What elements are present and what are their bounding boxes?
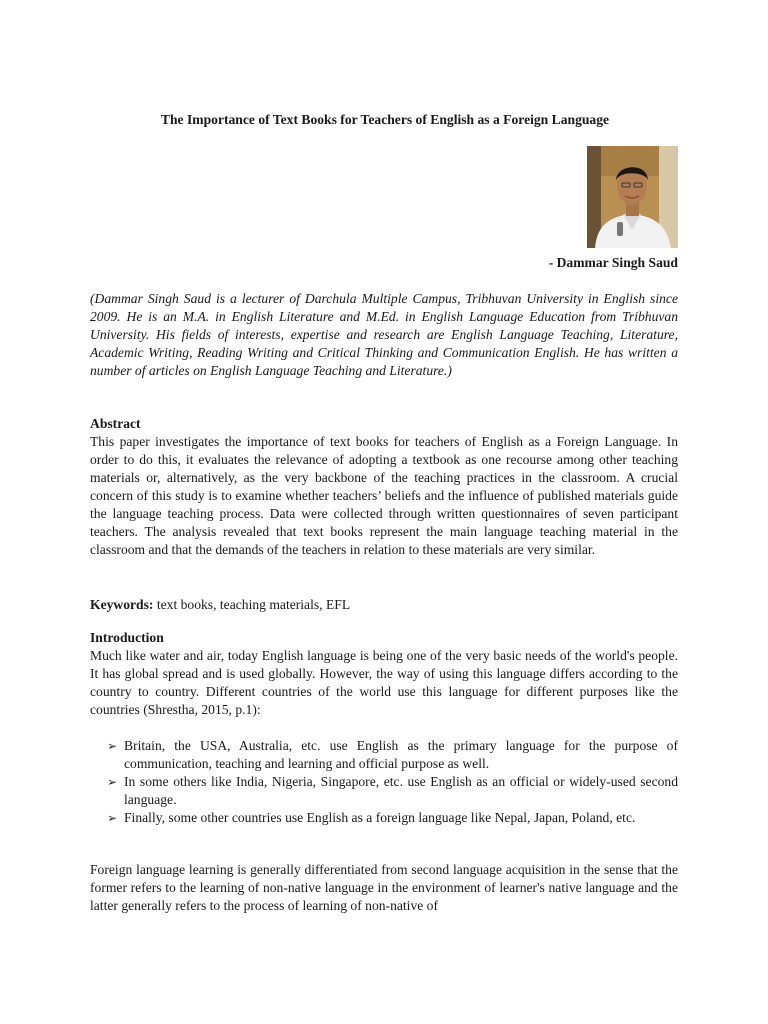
list-item-text: Britain, the USA, Australia, etc. use English as the primary language for the purpose of communication, teaching and learning and official purpose as well.	[124, 738, 678, 771]
keywords-line	[90, 596, 678, 614]
author-photo-image	[587, 146, 678, 248]
introduction-section	[90, 629, 678, 719]
list-item-text: In some others like India, Nigeria, Singapore, etc. use English as an official or widely-used second language.	[124, 774, 678, 807]
paper-title: The Importance of Text Books for Teachers of English as a Foreign Language	[160, 112, 610, 127]
list-item	[107, 737, 678, 773]
abstract-section	[90, 415, 678, 559]
abstract-heading: Abstract	[90, 416, 141, 431]
arrow-bullet-icon: ➢	[107, 739, 118, 753]
arrow-bullet-icon: ➢	[107, 811, 118, 825]
introduction-text: Much like water and air, today English language is being one of the very basic needs of the world's people. It has global spread and is used globally. However, the way of using this language differs according to the country to country. Different countries of the world use this language for different purposes like the countries (Shrestha, 2015, p.1):	[90, 648, 678, 717]
introduction-heading: Introduction	[90, 630, 164, 645]
country-usage-list	[90, 737, 678, 827]
author-photo	[587, 146, 678, 248]
author-bio: (Dammar Singh Saud is a lecturer of Darchula Multiple Campus, Tribhuvan University in English since 2009. He is an M.A. in English Literature and M.Ed. in English Language Education from Tribhuvan University. His fields of interests, expertise and research are English Language Teaching, Literature, Academic Writing, Reading Writing and Critical Thinking and Communication English. He has written a number of articles on English Language Teaching and Literature.)	[90, 291, 678, 378]
list-item-text: Finally, some other countries use English as a foreign language like Nepal, Japan, Poland, etc.	[124, 810, 636, 825]
abstract-text: This paper investigates the importance of text books for teachers of English as a Foreign Language. In order to do this, it evaluates the relevance of adopting a textbook as one recourse among other teaching materials or, alternatively, as the very backbone of the teaching practices in the classroom. A crucial concern of this study is to examine whether teachers’ beliefs and the influence of published materials guide the language teaching process. Data were collected through written questionnaires of seven participant teachers. The analysis revealed that text books represent the main language teaching material in the classroom and that the demands of the teachers in relation to these materials are very similar.	[90, 434, 678, 557]
list-item	[107, 773, 678, 809]
author-signature: - Dammar Singh Saud	[548, 255, 678, 270]
list-item	[107, 809, 678, 827]
foreign-language-paragraph: Foreign language learning is generally differentiated from second language acquisition in the sense that the former refers to the learning of non-native language in the environment of learner's native language and the latter generally refers to the process of learning of non-native of	[90, 862, 678, 913]
keywords-label: Keywords:	[90, 597, 154, 612]
keywords-text: text books, teaching materials, EFL	[153, 597, 351, 612]
arrow-bullet-icon: ➢	[107, 775, 118, 789]
